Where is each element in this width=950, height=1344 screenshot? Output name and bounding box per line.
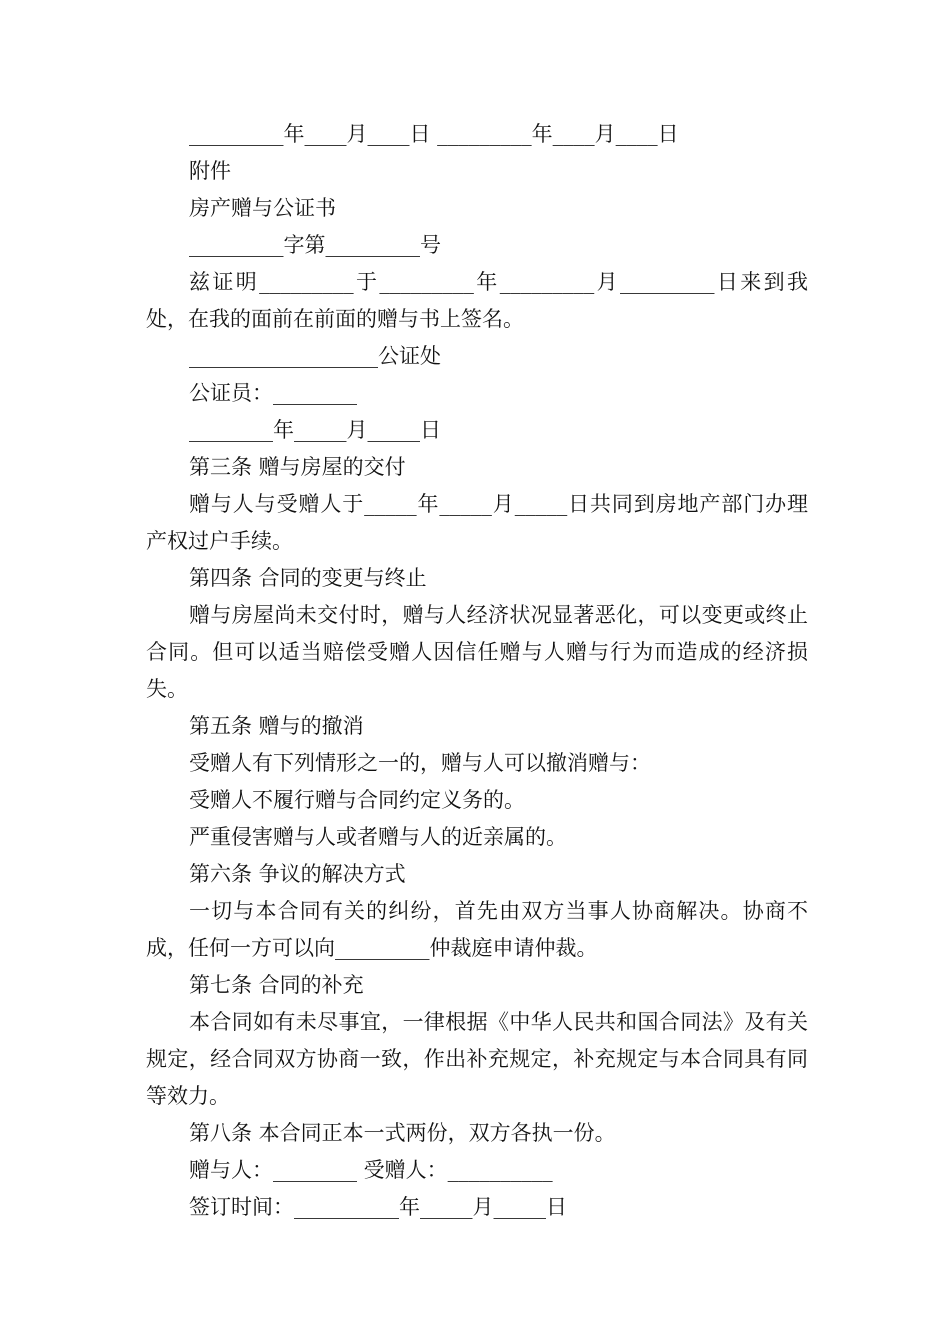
- notary-certificate-title: 房产赠与公证书: [189, 196, 336, 220]
- notary-certificate-number: _________字第_________号: [189, 233, 441, 257]
- article-7-body: 本合同如有未尽事宜，一律根据《中华人民共和国合同法》及有关规定，经合同双方协商一致，作出补充规定，补充规定与本合同具有同等效力。: [146, 1010, 808, 1108]
- article-7-title: 第七条 合同的补充: [189, 973, 364, 997]
- notary-officer: 公证员：________: [189, 381, 357, 405]
- notary-certify-paragraph: 兹证明_________于_________年_________月_________日来到我处，在我的面前在前面的赠与书上签名。: [146, 270, 808, 331]
- notary-date: ________年_____月_____日: [189, 418, 441, 442]
- signing-date: 签订时间：__________年_____月_____日: [189, 1195, 567, 1219]
- article-5-item-2: 严重侵害赠与人或者赠与人的近亲属的。: [189, 825, 567, 849]
- article-5-intro: 受赠人有下列情形之一的，赠与人可以撤消赠与：: [189, 751, 651, 775]
- attachment-heading: 附件: [189, 159, 231, 183]
- signature-row: 赠与人：________ 受赠人：__________: [189, 1158, 553, 1182]
- contract-document: [146, 116, 808, 1226]
- article-5-item-1: 受赠人不履行赠与合同约定义务的。: [189, 788, 525, 812]
- article-3-title: 第三条 赠与房屋的交付: [189, 455, 406, 479]
- article-6-title: 第六条 争议的解决方式: [189, 862, 406, 886]
- article-3-body: 赠与人与受赠人于_____年_____月_____日共同到房地产部门办理产权过户手续。: [146, 492, 808, 553]
- article-8: 第八条 本合同正本一式两份，双方各执一份。: [189, 1121, 616, 1145]
- article-5-title: 第五条 赠与的撤消: [189, 714, 364, 738]
- date-row: _________年____月____日 _________年____月____日: [189, 122, 679, 146]
- notary-office: __________________公证处: [189, 344, 441, 368]
- article-6-body: 一切与本合同有关的纠纷，首先由双方当事人协商解决。协商不成，任何一方可以向_________仲裁庭申请仲裁。: [146, 899, 808, 960]
- article-4-body: 赠与房屋尚未交付时，赠与人经济状况显著恶化，可以变更或终止合同。但可以适当赔偿受赠人因信任赠与人赠与行为而造成的经济损失。: [146, 603, 808, 701]
- article-4-title: 第四条 合同的变更与终止: [189, 566, 427, 590]
